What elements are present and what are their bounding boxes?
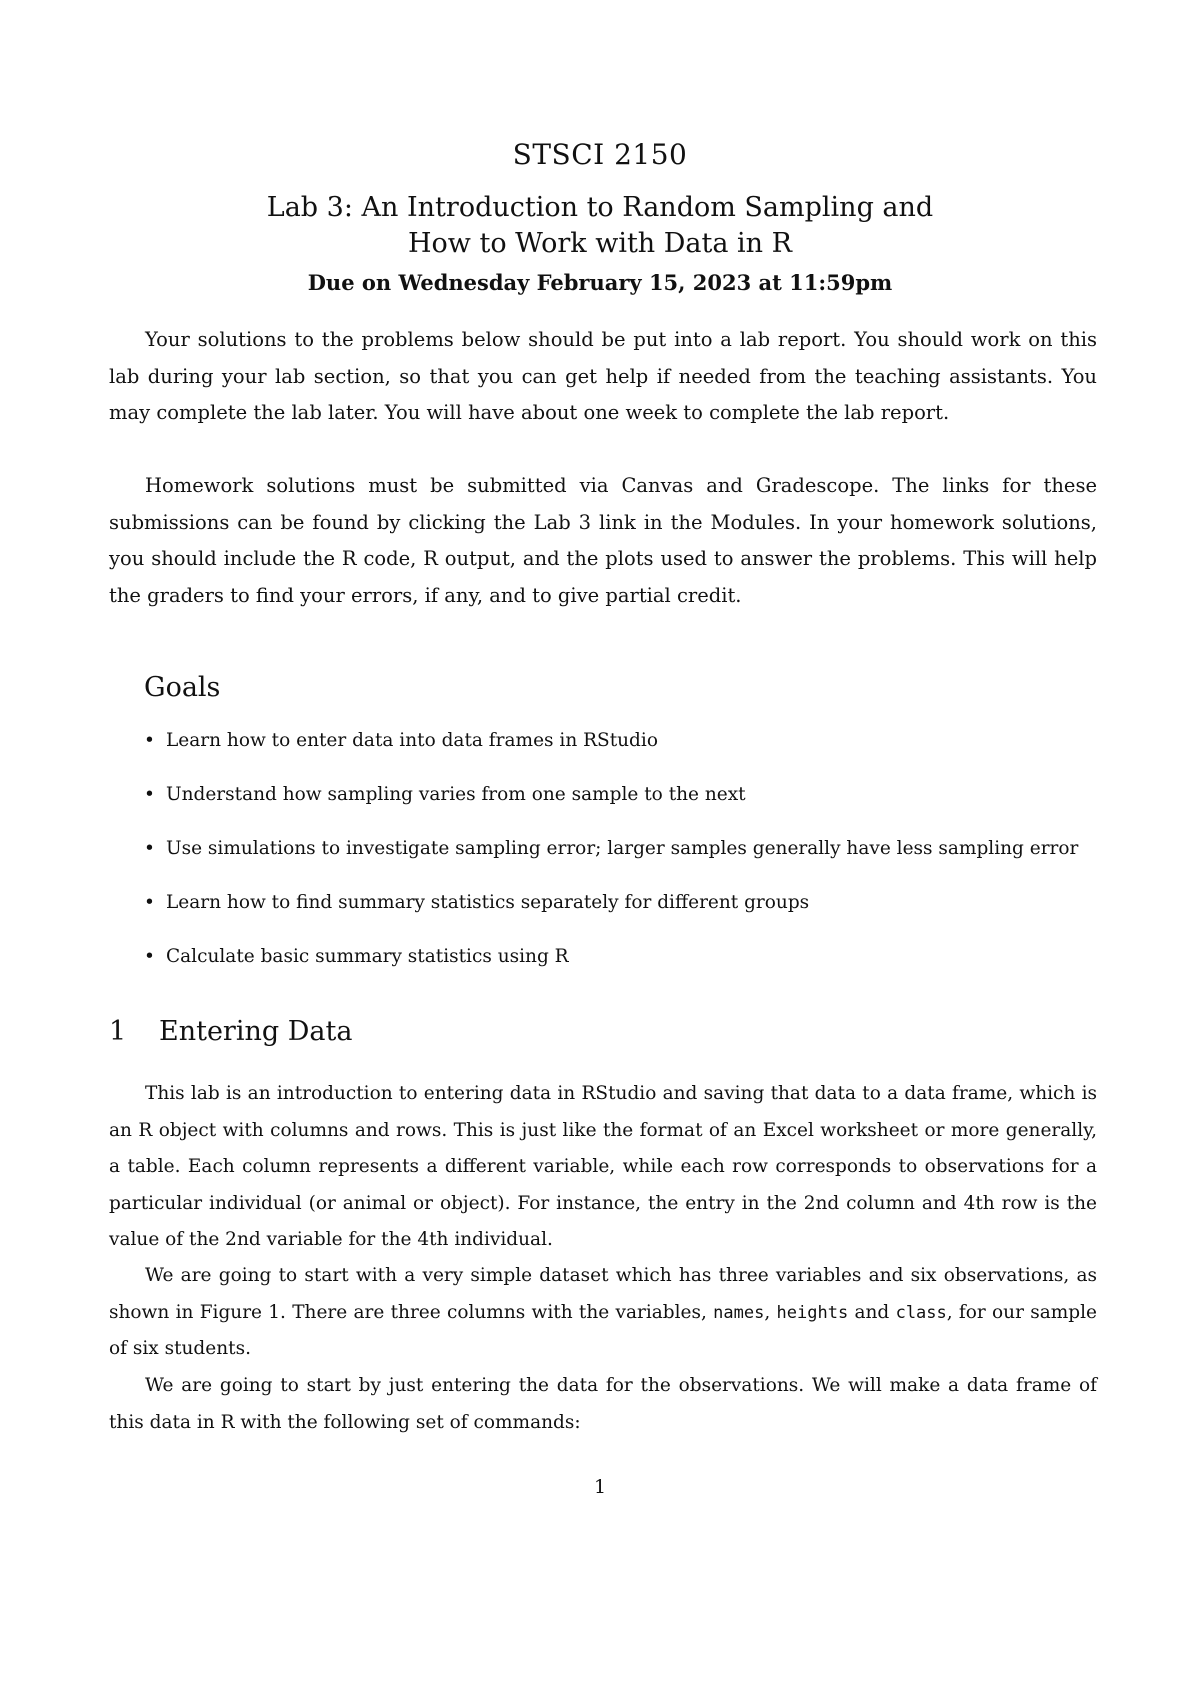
page-number: 1 [593, 1476, 607, 1498]
lab-title [0, 190, 1200, 262]
variable-name: heights [776, 1302, 849, 1323]
intro-paragraph-2: Homework solutions must be submitted via Canvas and Gradescope. The links for these submissions can be found by clicking the Lab 3 link in the Modules. In your homework solutions, you should include the R code, R output, and the plots used to answer the problems. This will help the graders to find your errors, if any, and to give partial credit. [109, 474, 1097, 607]
paragraph-text: and [854, 1301, 890, 1323]
section-paragraph-2: We are going to start with a very simple dataset which has three variables and six observations, as shown in Figure 1. There are three columns with the variables, names, heights and class, for our sample of six students. [109, 1265, 1097, 1359]
section-title: Entering Data [159, 1016, 353, 1047]
intro-paragraph-1: Your solutions to the problems below should be put into a lab report. You should work on this lab during your lab section, so that you can get help if needed from the teaching assistants. You may complete the lab later. You will have about one week to complete the lab report. [109, 328, 1097, 424]
goals-list [144, 730, 1078, 1000]
section-paragraph-1: This lab is an introduction to entering data in RStudio and saving that data to a data frame, which is an R object with columns and rows. This is just like the format of an Excel worksheet or more generally, a table. Each column represents a different variable, while each row corresponds to observations for a particular individual (or animal or object). For instance, the entry in the 2nd column and 4th row is the value of the 2nd variable for the 4th individual. [109, 1083, 1097, 1250]
variable-name: names [713, 1302, 765, 1323]
goals-heading: Goals [144, 672, 221, 703]
goal-text: Learn how to enter data into data frames in RStudio [166, 730, 658, 751]
goal-item [144, 946, 1078, 1000]
goal-text: Calculate basic summary statistics using R [166, 946, 569, 967]
goal-text: Use simulations to investigate sampling error; larger samples generally have less sampling error [166, 838, 1079, 859]
section-heading [109, 1016, 352, 1047]
bullet-icon: • [144, 838, 155, 859]
paragraph-text: , for our sample of six students. [109, 1301, 1097, 1359]
due-date: Due on Wednesday February 15, 2023 at 11:59pm [307, 270, 893, 295]
goal-item [144, 784, 1078, 838]
goal-item [144, 838, 1078, 892]
section-number: 1 [109, 1016, 127, 1047]
goal-item [144, 892, 1078, 946]
bullet-icon: • [144, 946, 155, 967]
paragraph-text: We are going to start with a very simple dataset which has three variables and six observations, as shown in Figure 1. There are three columns with the variables, [109, 1265, 1097, 1323]
lab-title-line-1: Lab 3: An Introduction to Random Sampling and [266, 192, 934, 223]
lab-title-line-2: How to Work with Data in R [408, 228, 792, 259]
goal-item [144, 730, 1078, 784]
bullet-icon: • [144, 892, 155, 913]
course-title: STSCI 2150 [512, 138, 688, 171]
bullet-icon: • [144, 730, 155, 751]
section-paragraph-3: We are going to start by just entering the data for the observations. We will make a data frame of this data in R with the following set of commands: [109, 1375, 1097, 1433]
goal-text: Understand how sampling varies from one sample to the next [166, 784, 746, 805]
bullet-icon: • [144, 784, 155, 805]
variable-name: class [895, 1302, 947, 1323]
goal-text: Learn how to find summary statistics separately for different groups [166, 892, 810, 913]
